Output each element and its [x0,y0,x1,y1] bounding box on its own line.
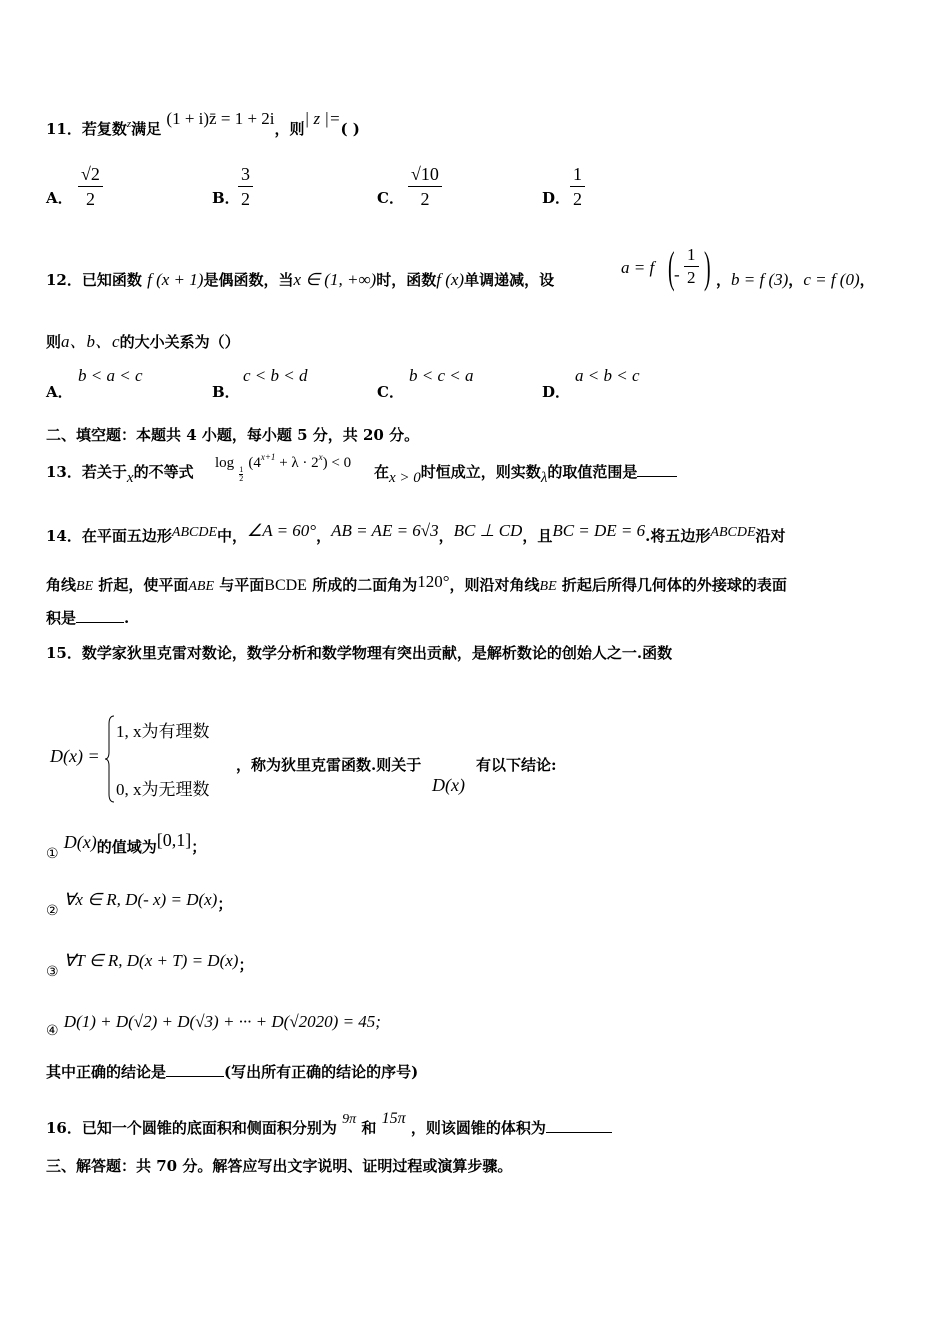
question-14-line3: 积是 . [46,609,130,627]
question-12-line2: 则a、b、c的大小关系为（） [46,332,240,351]
option-label: B． [212,383,240,401]
answer-blank [166,1062,224,1077]
question-13: 13．若关于x的不等式 [46,463,194,486]
option-label: D． [542,383,571,401]
option-label: A． [46,383,73,401]
answer-blank [76,608,124,623]
option-label: B． [212,189,240,207]
left-paren: ( [668,243,675,292]
question-11: 11．若复数$^z$满足 (1 + i)z̄ = 1 + 2i，则| z |=( ) [46,109,360,138]
option-label: A． [46,189,73,207]
section-3-heading: 三、解答题：共 70 分。解答应写出文字说明、证明过程或演算步骤。 [46,1157,513,1175]
option-label: C． [377,189,404,207]
dirichlet-ref: D(x) [432,775,465,795]
exam-page: 11．若复数$^z$满足 (1 + i)z̄ = 1 + 2i，则| z |=( ) A． $\frac{√2}{2}$ B． $\frac{3}{2}$ C． $\frac{√10}{2}$ D． $\frac{1}{2}$ 12．已知函数 f (x + 1)是偶函数，当x ∈ (1, +∞)时，函数f (x)单调递减，设 a = f ( - $\frac{1}{2}$ ) ，b = f (3)，c = f (0)， 则a、b、c的大小关系为（） A． b < a < c B． c < b < d C． b < c < a D． a < b < c 二、填空题：本题共 4 小题，每小题 5 分，共 20 分。 13．若关于x的不等式 log $\frac{1}{2}$ $(4^{x+1} + \lambda \cdot 2^x) < 0$ 在x > 0时恒成立，则实数λ的取值范围是 14．在平面五边形ABCDE中，∠A = 60°，AB = AE = 6√3，BC ⊥ CD，且BC = DE = 6.将五边形ABCDE沿对 角线BE 折起，使平面ABE 与平面BCDE 所成的二面角为120°，则沿对角线BE 折起后所得几何体的外接球的表面 积是 . 15．数学家狄里克雷对数论，数学分析和数学物理有突出贡献，是解析数论的创始人之一.函数 D(x) = 1, x为有理数 0, x为无理数 ，称为狄里克雷函数.则关于 D(x) 有以下结论: ① D(x)的值域为[0,1]； ② ∀x ∈ R, D(- x) = D(x)； ③ ∀T ∈ R, D(x + T) = D(x)； ④ D(1) + D(√2) + D(√3) + ··· + D(√2020) = 45; 其中正确的结论是 (写出所有正确的结论的序号) 16．已知一个圆锥的底面积和侧面积分别为 9π 和 15π ，则该圆锥的体积为 三、解答题：共 70 分。解答应写出文字说明、证明过程或演算步骤。 [46,109,875,1175]
log-inequality: log $\frac{1}{2}$ $(4^{x+1} + \lambda \cdot 2^x) < 0$ [215,452,352,483]
log-base: $\frac{1}{2}$ [239,465,244,483]
left-brace [104,714,116,804]
question-13-tail: 在x > 0时恒成立，则实数λ的取值范围是 [374,462,677,488]
option-a-fraction: $\frac{√2}{2}$ [78,164,103,209]
question-15-final: 其中正确的结论是 (写出所有正确的结论的序号) [46,1063,419,1081]
case-rational: 1, x为有理数 [116,722,210,741]
question-number: 16． [46,1119,82,1137]
question-15-conclusions-intro: 有以下结论: [476,756,557,774]
equation: (1 + i)z̄ = 1 + 2i [166,109,275,128]
question-12: 12．已知函数 f (x + 1)是偶函数，当x ∈ (1, +∞)时，函数f (x)单调递减，设 [46,270,555,289]
question-12-tail: ，b = f (3)，c = f (0)， [716,270,875,289]
question-14-line2: 角线BE 折起，使平面ABE 与平面BCDE 所成的二面角为120°，则沿对角线BE 折起后所得几何体的外接球的表面 [46,572,787,594]
case-irrational: 0, x为无理数 [116,780,210,799]
option-a-expr: b < a < c [78,366,143,385]
answer-blank [637,462,677,477]
answer-blank [546,1118,612,1133]
question-number: 11． [46,120,82,138]
option-label: C． [377,383,404,401]
answer-paren: ( ) [340,120,360,138]
option-label: D． [542,189,571,207]
question-14: 14．在平面五边形ABCDE中，∠A = 60°，AB = AE = 6√3，BC ⊥ CD，且BC = DE = 6.将五边形ABCDE沿对 [46,521,786,545]
option-b-fraction: $\frac{3}{2}$ [238,164,253,209]
question-number: 15． [46,644,82,662]
section-2-heading: 二、填空题：本题共 4 小题，每小题 5 分，共 20 分。 [46,426,420,444]
option-d-fraction: $\frac{1}{2}$ [570,164,585,209]
option-c-fraction: $\frac{√10}{2}$ [408,164,442,209]
option-c-expr: b < c < a [409,366,474,385]
question-15-definition: ，称为狄里克雷函数.则关于 [236,756,422,774]
option-b-expr: c < b < d [243,366,308,385]
right-paren: ) [704,243,711,292]
option-d-expr: a < b < c [575,366,640,385]
question-number: 14． [46,527,82,545]
question-number: 13． [46,463,82,481]
a-argument-fraction: $\frac{1}{2}$ [684,246,699,287]
statement-2: ② ∀x ∈ R, D(- x) = D(x)； [46,890,233,919]
question-number: 12． [46,271,82,289]
a-definition: a = f [621,258,655,277]
statement-1: ① D(x)的值域为[0,1]； [46,830,207,862]
statement-3: ③ ∀T ∈ R, D(x + T) = D(x)； [46,951,254,980]
dirichlet-function: D(x) = [50,746,100,766]
question-15: 15．数学家狄里克雷对数论，数学分析和数学物理有突出贡献，是解析数论的创始人之一.函数 [46,644,673,662]
statement-4: ④ D(1) + D(√2) + D(√3) + ··· + D(√2020) = 45; [46,1012,381,1039]
question-16: 16．已知一个圆锥的底面积和侧面积分别为 9π 和 15π ，则该圆锥的体积为 [46,1109,612,1138]
